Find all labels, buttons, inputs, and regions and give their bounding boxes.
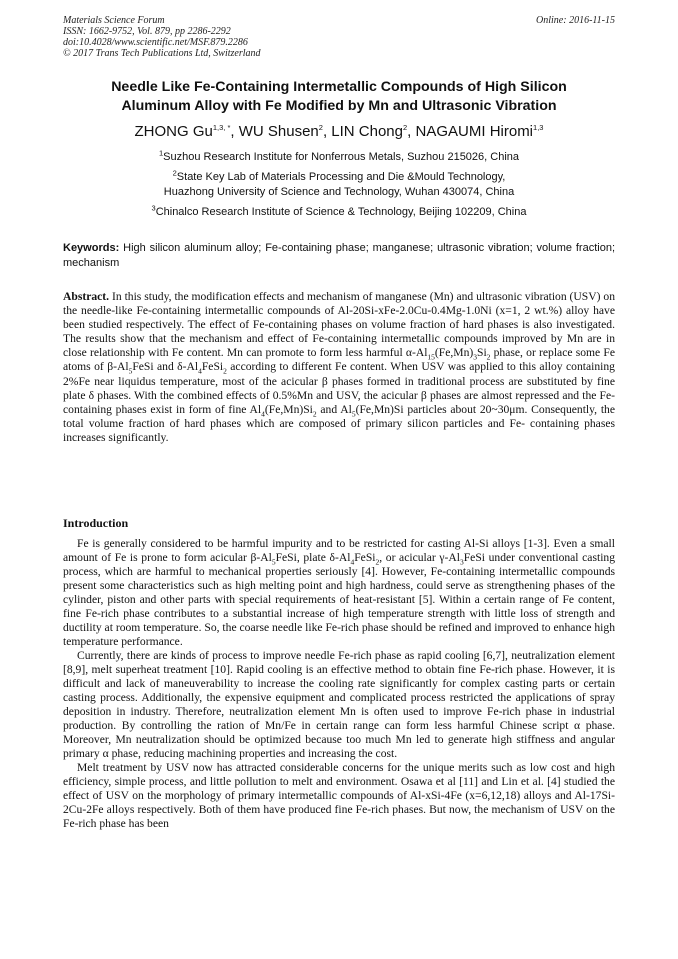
body-paragraph: Fe is generally considered to be harmful impurity and to be restricted for casting Al-Si alloys [1-3]. Even a small amount of Fe is prone to form acicular $\beta-Al_5FeSi$, plate $\delta-Al_4FeSi_2$, or acicular $\gamma-Al_3FeSi$ under conventional casting process, which are harmful to mechanical properties seriously [4]. However, Fe-containing intermetallic compounds present some characteristics such as high melting point and high hardness, could serve as strengthening phases of the cylinder, piston and other parts with special requirements of heat-resistant [5]. Within a certain range of Fe content, fine Fe-rich phase contributes to a substantial increase of high temperature strength with little loss of strength and ductility at room temperature. So, the coarse needle like Fe-rich phase should be refined and improved to enhance high temperature performance. <box>63 537 616 648</box>
copyright-line: © 2017 Trans Tech Publications Ltd, Switzerland <box>63 48 261 59</box>
body-paragraph: Melt treatment by USV now has attracted considerable concerns for the unique merits such as low cost and high efficiency, simple process, and little pollution to melt and environment. Osawa et al [11] and Lin et al. [4] studied the effect of USV on the morphology of primary intermetallic compounds of Al-xSi-4Fe (x=6,12,18) alloys and Al-17Si-2Cu-2Fe alloys respectively. Both of them have produced fine Fe-rich phases. But now, the mechanism of USV on the Fe-rich phase has been <box>63 761 615 830</box>
author-name: LIN Chong <box>331 123 403 140</box>
keywords-block <box>63 241 615 270</box>
author-affiliation-mark: 2 <box>318 123 323 132</box>
title-line-2: Aluminum Alloy with Fe Modified by Mn and Ultrasonic Vibration <box>121 98 557 114</box>
abstract-label: Abstract. <box>63 290 110 303</box>
paper-title <box>63 78 615 116</box>
affiliation-text: Chinalco Research Institute of Science & Technology, Beijing 102209, China <box>155 206 527 218</box>
affiliation-number: 2 <box>172 168 177 178</box>
issn-line: ISSN: 1662-9752, Vol. 879, pp 2286-2292 <box>63 26 231 37</box>
doi-line: doi:10.4028/www.scientific.net/MSF.879.2286 <box>63 37 248 48</box>
abstract-block <box>63 290 615 445</box>
affiliation-text: Huazhong University of Science and Technology, Wuhan 430074, China <box>163 185 515 198</box>
keywords-label: Keywords: <box>63 242 120 254</box>
online-date: Online: 2016-11-15 <box>536 15 615 26</box>
journal-header <box>63 15 615 59</box>
author-name: ZHONG Gu <box>134 123 213 140</box>
title-line-1: Needle Like Fe-Containing Intermetallic Compounds of High Silicon <box>111 79 567 95</box>
affiliation-number: 3 <box>151 203 156 213</box>
author-list: ZHONG $Gu^{1,3, *}$, WU Shusen$^2$, LIN Chong$^2$, NAGAUMI Hiromi$^{1,3}$ <box>134 123 544 140</box>
introduction-heading: Introduction <box>63 516 129 530</box>
introduction-body <box>63 537 615 831</box>
author-affiliation-mark: 2 <box>403 123 408 132</box>
author-name: NAGAUMI Hiromi <box>415 123 534 140</box>
abstract-text: In this study, the modification effects and mechanism of manganese (Mn) and ultrasonic vibration (USV) on the needle-like Fe-containing intermetallic compounds of Al-20Si-xFe-2.0Cu-0.4Mg-1.0Ni (x=1, 2 wt.%) alloy have been studied respectively. The effect of Fe-containing phases on volume fraction of hard phases is also investigated. The results show that the mechanism and effect of Fe-containing intermetallic compounds improved by Mn are in close relationship with Fe content. Mn can promote to form less harmful $\alpha-Al_{15}(Fe,Mn)_3Si_2$ phase, or replace some Fe atoms of $\beta-Al_5FeSi$ and $\delta-Al_4FeSi_2$ according to different Fe content. When USV was applied to this alloy containing 2%Fe near liquidus temperature, most of the acicular β phases formed in traditional process are substituted by fine plate δ phases. With the combined effects of 0.5%Mn and USV, the acicular β phases are almost repressed and the Fe-containing phases exist in form of fine $Al_4(Fe,Mn)Si_2$ and $Al_5(Fe,Mn)Si$ particles about 20~30μm. Consequently, the total volume fraction of hard phases which are composed of primary silicon particles and Fe- containing phases increases significantly. <box>63 290 615 444</box>
affiliation-text: Suzhou Research Institute for Nonferrous Metals, Suzhou 215026, China <box>163 151 520 163</box>
journal-name: Materials Science Forum <box>63 15 165 26</box>
author-affiliation-mark: 1,3 <box>533 123 544 132</box>
author-name: WU Shusen <box>238 123 319 140</box>
affiliation-number: 1 <box>158 148 164 158</box>
affiliation-2 <box>63 170 615 199</box>
affiliation-text: State Key Lab of Materials Processing and Die &Mould Technology, <box>176 171 506 183</box>
affiliation-3 <box>63 205 615 220</box>
author-affiliation-mark: 1,3, * <box>212 123 231 132</box>
keywords-text: High silicon aluminum alloy; Fe-containing phase; manganese; ultrasonic vibration; volume fraction; mechanism <box>63 242 615 269</box>
body-paragraph: Currently, there are kinds of process to improve needle Fe-rich phase as rapid cooling [6,7], neutralization element [8,9], melt superheat treatment [10]. Rapid cooling is an effective method to obtain fine Fe-rich phase. However, it is difficult and lack of maneuverability to increase the cooling rate significantly for complex casting parts or certain casting process. Additionally, the expensive equipment and complicated process restricted the applications of spray deposition in industry. Therefore, neutralization element Mn is often used to improve Fe-rich phase in industrial production. By controlling the ration of Mn/Fe in certain range can form less harmful Chinese script α phase. Moreover, Mn neutralization should be optimized because too much Mn led to generate high stiffness and angular primary α phase, reducing machining properties and increasing the cost. <box>63 649 615 760</box>
affiliation-1 <box>63 150 615 165</box>
